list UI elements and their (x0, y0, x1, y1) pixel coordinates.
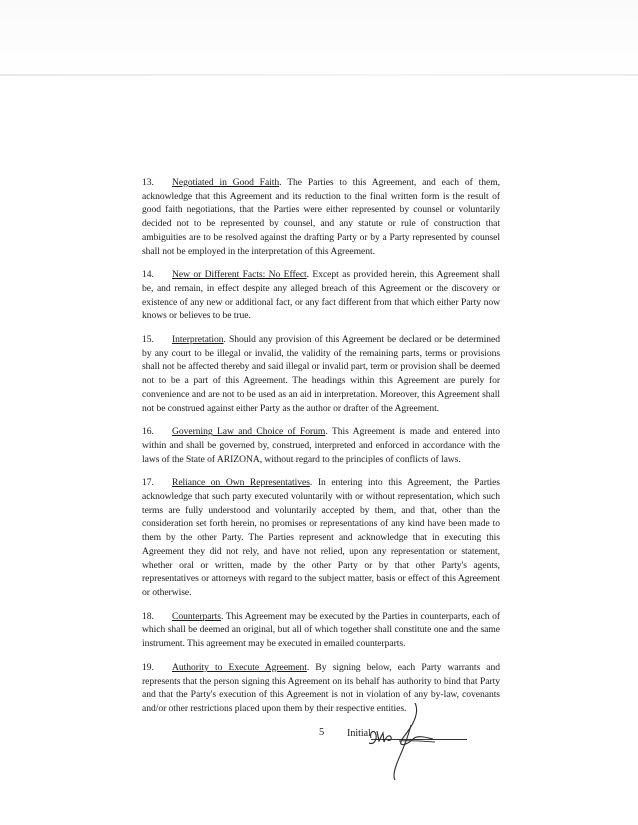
clause-heading: Negotiated in Good Faith (172, 177, 280, 188)
clause-number: 15. (142, 334, 154, 346)
clause-heading: Governing Law and Choice of Forum (172, 426, 326, 438)
scan-shade (0, 0, 638, 78)
clause-16 (142, 425, 500, 466)
clause-heading: New or Different Facts: No Effect (172, 269, 307, 281)
clause-19 (142, 661, 500, 716)
clause-14 (142, 268, 500, 323)
page-edge (0, 74, 638, 76)
clause-heading: Reliance on Own Representatives (172, 477, 310, 489)
clause-text: . By signing below, each Party warrants and represents that the person signing this Agreement on its behalf has authority to bind that Party and that the Party's execution of this Agreement is not in violation of any by-law, covenants and/or other restrictions placed upon them by their respective entities. (142, 661, 500, 714)
document-body (142, 176, 500, 726)
clause-18 (142, 610, 500, 651)
clause-15 (142, 333, 500, 415)
clause-text: . This Agreement is made and entered into within and shall be governed by, construed, interpreted and enforced in accordance with the laws of the State of ARIZONA, without regard to the principles of conflicts of laws. (142, 426, 500, 465)
clause-17 (142, 476, 500, 599)
clause-heading: Counterparts (172, 610, 221, 622)
clause-number: 19. (142, 661, 154, 673)
clause-number: 16. (142, 426, 154, 438)
clause-number: 13. (142, 177, 154, 188)
clause-number: 17. (142, 477, 154, 489)
initial-label: Initial (347, 728, 371, 739)
clause-heading: Authority to Execute Agreement (172, 661, 307, 673)
clause-number: 14. (142, 269, 154, 281)
clause-13 (142, 176, 500, 258)
page-footer (0, 727, 638, 797)
clause-text: . The Parties to this Agreement, and each of them, acknowledge that this Agreement and its reduction to the final written form is the result of good faith negotiations, that the Parties were either represented by counsel or voluntarily decided not to be represented by counsel, and any statute or rule of construction that ambiguities are to be resolved against the drafting Party or by a Party represented by counsel shall not be employed in the interpretation of this Agreement. (142, 177, 500, 257)
handwritten-initials-icon (355, 701, 445, 781)
clause-text: . Except as provided herein, this Agreement shall be, and remain, in effect despite any alleged breach of this Agreement or the discovery or existence of any new or additional fact, or any fact different from that which either Party now knows or believes to be true. (142, 269, 500, 322)
clause-heading: Interpretation (172, 334, 224, 346)
clause-text: . Should any provision of this Agreement be declared or be determined by any court to be illegal or invalid, the validity of the remaining parts, terms or provisions shall not be affected thereby and said illegal or invalid part, term or provision shall be deemed not to be a part of this Agreement. The headings within this Agreement are purely for convenience and are not to be used as an aid in interpretation. Moreover, this Agreement shall not be construed against either Party as the author or drafter of the Agreement. (142, 334, 500, 414)
clause-number: 18. (142, 610, 154, 622)
clause-text: . In entering into this Agreement, the Parties acknowledge that such party executed voluntarily with or without representation, which such terms are fully understood and voluntarily accepted by them, and that, other than the consideration set forth herein, no promises or representations of any kind have been made to them by the other Party. The Parties represent and acknowledge that in executing this Agreement they did not rely, and have not relied, upon any representation or statement, whether oral or written, made by the other Party or by that other Party's agents, representatives or attorneys with regard to the subject matter, basis or effect of this Agreement or otherwise. (142, 477, 500, 598)
clause-text: . This Agreement may be executed by the Parties in counterparts, each of which shall be deemed an original, but all of which together shall constitute one and the same instrument. This agreement may be executed in emailed counterparts. (142, 610, 500, 650)
page-number: 5 (319, 727, 325, 738)
